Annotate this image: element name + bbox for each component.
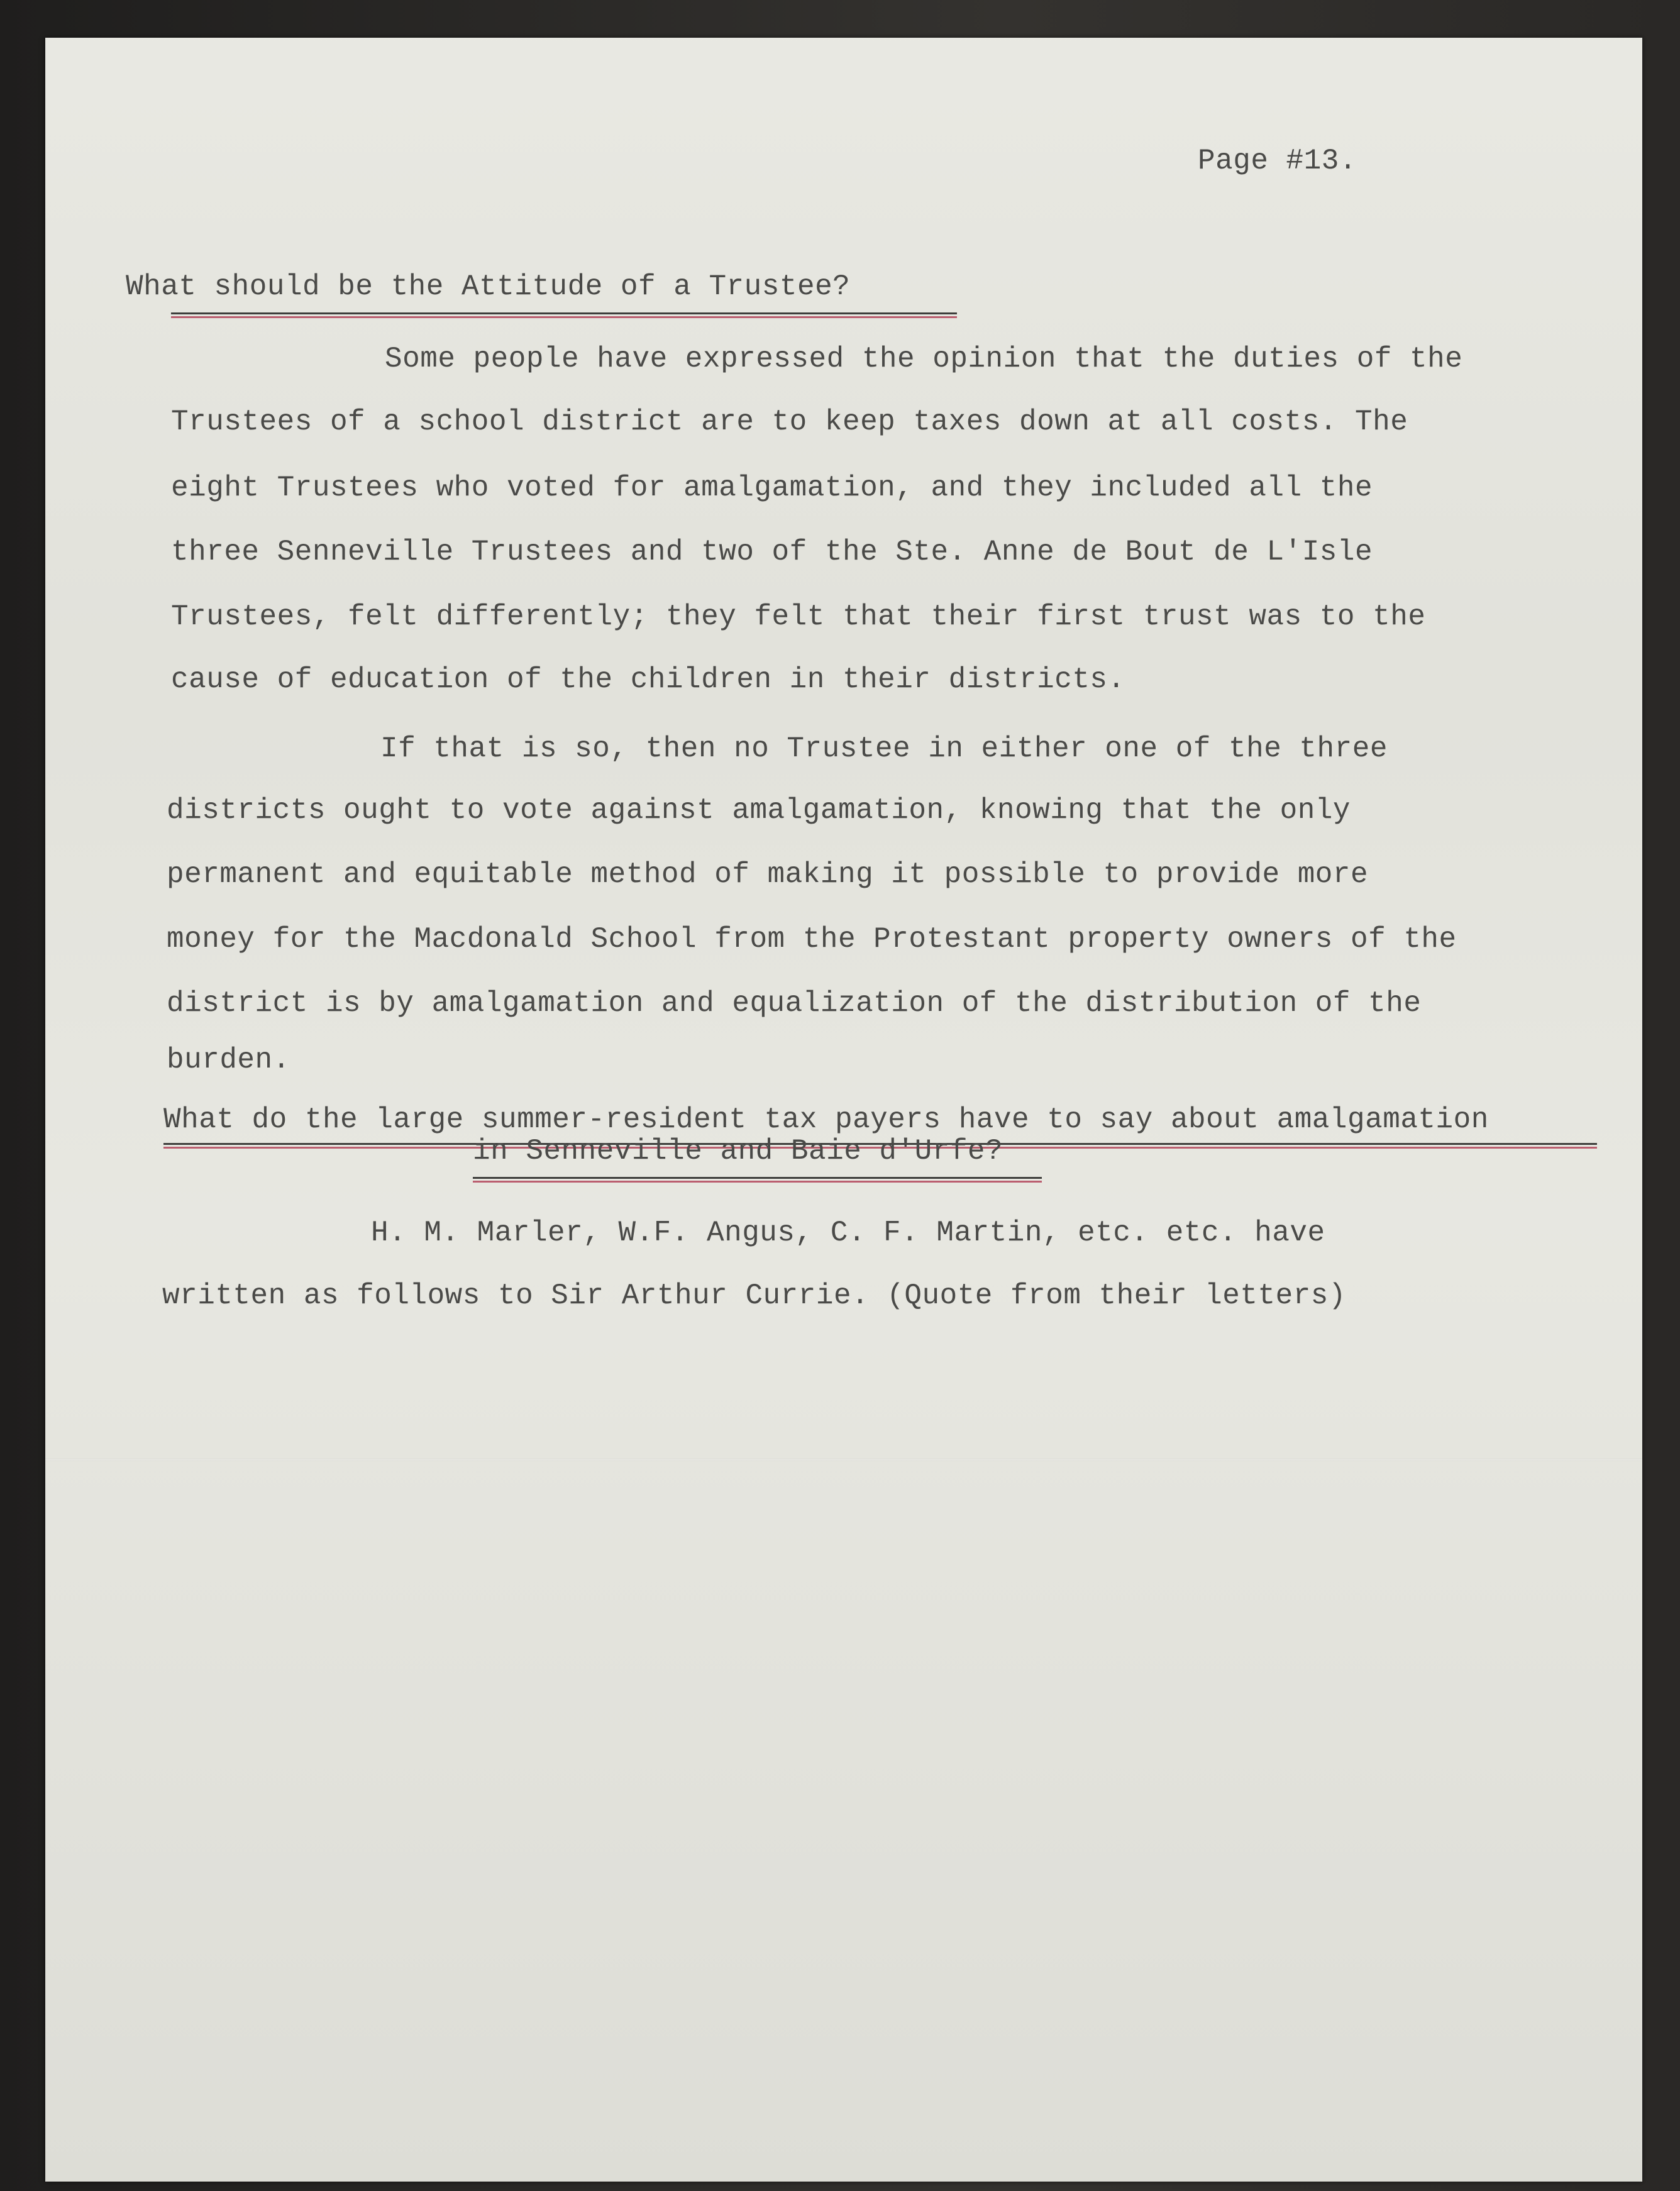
paragraph-line: Trustees of a school district are to keep taxes down at all costs. The xyxy=(171,406,1408,438)
section-heading-trustee-attitude: What should be the Attitude of a Trustee? xyxy=(126,270,851,303)
heading-underline-red xyxy=(171,316,957,318)
paragraph-line: burden. xyxy=(167,1044,290,1076)
paragraph-line: H. M. Marler, W.F. Angus, C. F. Martin, etc. etc. have xyxy=(371,1217,1325,1249)
paragraph-line: district is by amalgamation and equalization of the distribution of the xyxy=(167,987,1422,1020)
paragraph-line: permanent and equitable method of making it possible to provide more xyxy=(167,858,1369,891)
heading-underline xyxy=(171,312,957,314)
paragraph-line: eight Trustees who voted for amalgamation, and they included all the xyxy=(171,472,1373,504)
section-heading-summer-residents-line2: in Senneville and Baie d'Urfe? xyxy=(473,1135,1003,1167)
heading-underline xyxy=(473,1177,1042,1179)
paragraph-line: written as follows to Sir Arthur Currie. (Quote from their letters) xyxy=(162,1279,1347,1312)
section-heading-summer-residents: What do the large summer-resident tax payers have to say about amalgamation xyxy=(163,1103,1489,1136)
paragraph-line: Some people have expressed the opinion that the duties of the xyxy=(385,343,1463,375)
page-number: Page #13. xyxy=(1198,145,1357,177)
paragraph-line: money for the Macdonald School from the Protestant property owners of the xyxy=(167,923,1457,956)
paper-fold xyxy=(45,1459,1642,1461)
paragraph-line: If that is so, then no Trustee in either one of the three xyxy=(380,732,1388,765)
paragraph-line: districts ought to vote against amalgamation, knowing that the only xyxy=(167,794,1351,827)
paragraph-line: three Senneville Trustees and two of the Ste. Anne de Bout de L'Isle xyxy=(171,536,1373,568)
paragraph-line: cause of education of the children in their districts. xyxy=(171,663,1125,696)
heading-underline-red xyxy=(473,1181,1042,1183)
paragraph-line: Trustees, felt differently; they felt that their first trust was to the xyxy=(171,600,1426,633)
